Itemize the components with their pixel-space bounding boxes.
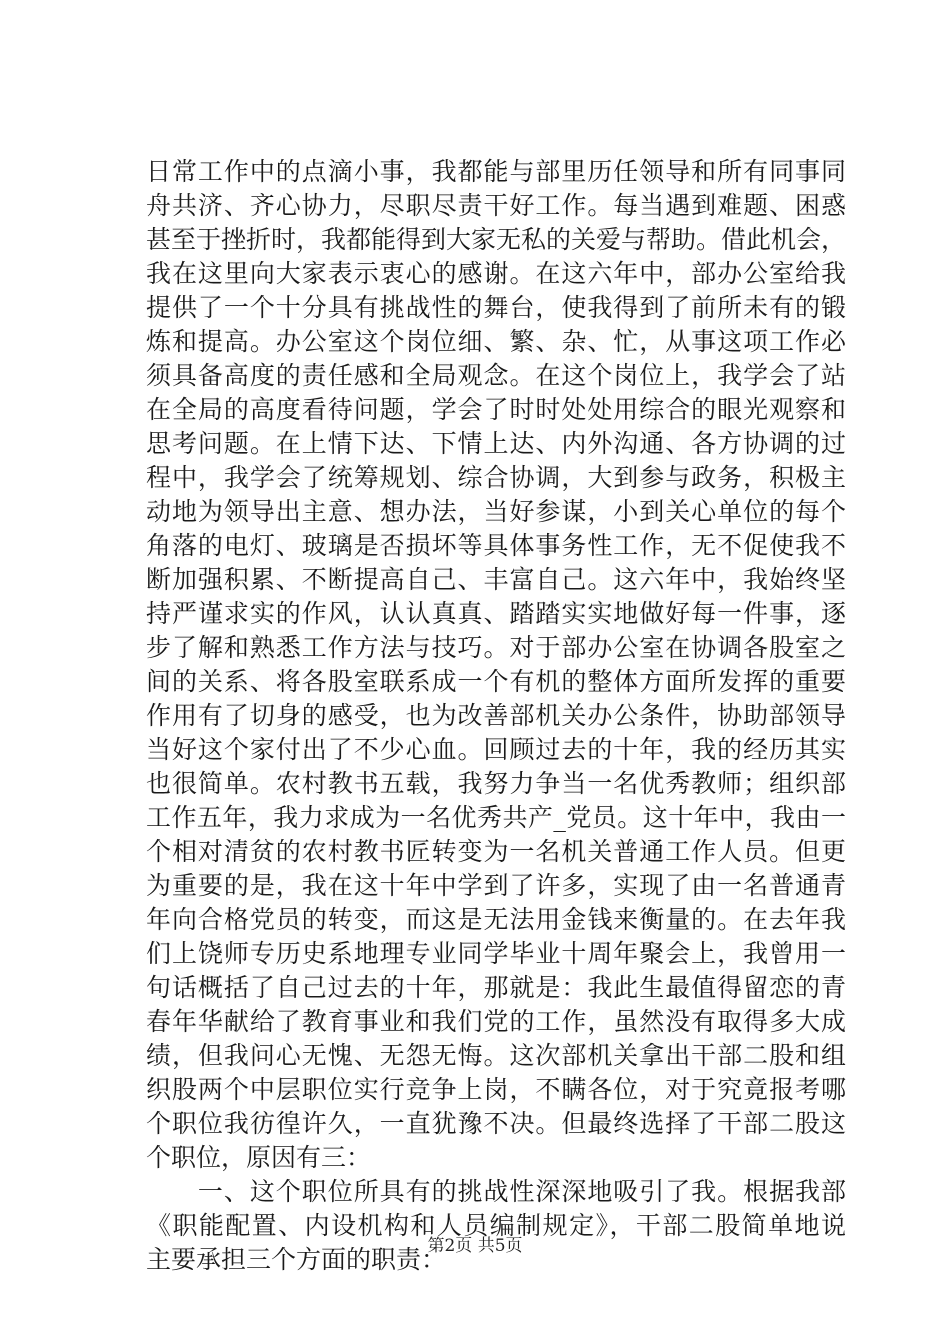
text-line: 提供了一个十分具有挑战性的舞台，使我得到了前所未有的锻	[146, 293, 846, 322]
text-line: 为重要的是，我在这十年中学到了许多，实现了由一名普通青	[146, 871, 846, 900]
text-line: 织股两个中层职位实行竞争上岗，不瞒各位，对于究竟报考哪	[146, 1075, 846, 1104]
text-line: 年向合格党员的转变，而这是无法用金钱来衡量的。在去年我	[146, 905, 846, 934]
text-line: 思考问题。在上情下达、下情上达、内外沟通、各方协调的过	[146, 429, 846, 458]
text-line: 甚至于挫折时，我都能得到大家无私的关爱与帮助。借此机会，	[146, 225, 847, 254]
text-line: 断加强积累、不断提高自己、丰富自己。这六年中，我始终坚	[146, 565, 846, 594]
text-line: 作用有了切身的感受，也为改善部机关办公条件，协助部领导	[146, 701, 846, 730]
text-line: 绩，但我问心无愧、无怨无悔。这次部机关拿出干部二股和组	[146, 1041, 846, 1070]
text-line: 日常工作中的点滴小事，我都能与部里历任领导和所有同事同	[146, 157, 846, 186]
text-line: 炼和提高。办公室这个岗位细、繁、杂、忙，从事这项工作必	[146, 327, 846, 356]
text-line: 主要承担三个方面的职责：	[146, 1245, 447, 1274]
text-line: 句话概括了自己过去的十年，那就是：我此生最值得留恋的青	[146, 973, 846, 1002]
text-line: 持严谨求实的作风，认认真真、踏踏实实地做好每一件事，逐	[146, 599, 846, 628]
text-line: 个相对清贫的农村教书匠转变为一名机关普通工作人员。但更	[146, 837, 846, 866]
text-line: 角落的电灯、玻璃是否损坏等具体事务性工作，无不促使我不	[146, 531, 846, 560]
text-line: 动地为领导出主意、想办法，当好参谋，小到关心单位的每个	[146, 497, 846, 526]
text-line: 程中，我学会了统筹规划、综合协调，大到参与政务，积极主	[146, 463, 846, 492]
text-line: 一、这个职位所具有的挑战性深深地吸引了我。根据我部	[146, 1177, 846, 1206]
text-line: 步了解和熟悉工作方法与技巧。对于部办公室在协调各股室之	[146, 633, 846, 662]
text-line: 们上饶师专历史系地理专业同学毕业十周年聚会上，我曾用一	[146, 939, 846, 968]
text-line: 间的关系、将各股室联系成一个有机的整体方面所发挥的重要	[146, 667, 846, 696]
text-line: 工作五年，我力求成为一名优秀共产_党员。这十年中，我由一	[146, 803, 846, 832]
body-text	[146, 155, 846, 1277]
text-line: 《职能配置、内设机构和人员编制规定》，干部二股简单地说	[146, 1211, 846, 1240]
text-line: 也很简单。农村教书五载，我努力争当一名优秀教师；组织部	[146, 769, 846, 798]
text-line: 个职位，原因有三：	[146, 1143, 372, 1172]
text-line: 在全局的高度看待问题，学会了时时处处用综合的眼光观察和	[146, 395, 846, 424]
text-line: 春年华献给了教育事业和我们党的工作，虽然没有取得多大成	[146, 1007, 846, 1036]
text-line: 须具备高度的责任感和全局观念。在这个岗位上，我学会了站	[146, 361, 846, 390]
page-footer: 第2页 共5页	[427, 1236, 523, 1256]
text-line: 舟共济、齐心协力，尽职尽责干好工作。每当遇到难题、困惑	[146, 191, 846, 220]
text-line: 当好这个家付出了不少心血。回顾过去的十年，我的经历其实	[146, 735, 846, 764]
text-line: 我在这里向大家表示衷心的感谢。在这六年中，部办公室给我	[146, 259, 846, 288]
text-line: 个职位我彷徨许久，一直犹豫不决。但最终选择了干部二股这	[146, 1109, 846, 1138]
